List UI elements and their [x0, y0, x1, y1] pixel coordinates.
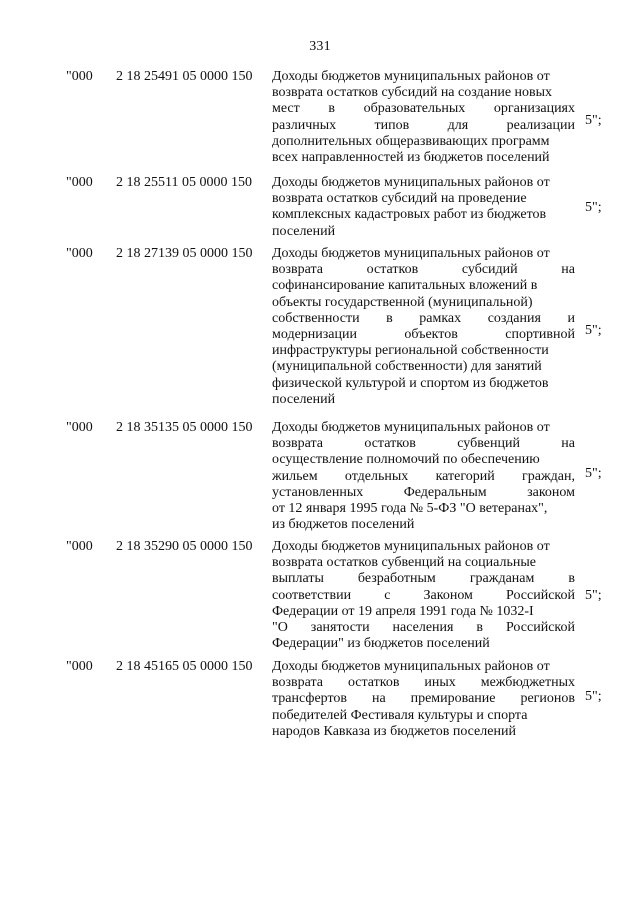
description-line: возврата остатков субсидий на: [272, 262, 575, 278]
description-line: жильем отдельных категорий граждан,: [272, 468, 575, 484]
description-line: Доходы бюджетов муниципальных районов от: [272, 420, 550, 435]
description-line: трансфертов на премирование регионов: [272, 691, 575, 707]
description-line: модернизации объектов спортивной: [272, 327, 575, 343]
description-line: (муниципальной собственности) для занятий: [272, 359, 542, 375]
entry-prefix: "000: [66, 175, 93, 190]
entry-description: [272, 420, 575, 533]
description-line: установленных Федеральным законом: [272, 484, 575, 500]
description-line: софинансирование капитальных вложений в: [272, 278, 538, 294]
budget-classification-code: 2 18 35290 05 0000 150: [116, 539, 253, 554]
description-line: комплексных кадастровых работ из бюджетов: [272, 207, 547, 223]
description-line: всех направленностей из бюджетов поселений: [272, 150, 550, 166]
entry-description: [272, 175, 575, 240]
description-line: различных типов для реализации: [272, 117, 575, 133]
description-line: Доходы бюджетов муниципальных районов от: [272, 175, 550, 190]
entry-prefix: "000: [66, 539, 93, 554]
description-line: мест в образовательных организациях: [272, 101, 575, 117]
description-line: "О занятости населения в Российской: [272, 620, 575, 636]
budget-classification-code: 2 18 25491 05 0000 150: [116, 69, 253, 84]
description-line: дополнительных общеразвивающих программ: [272, 133, 550, 149]
description-line: поселений: [272, 391, 336, 407]
entry-suffix: 5";: [585, 113, 602, 128]
description-line: осуществление полномочий по обеспечению: [272, 452, 540, 468]
description-line: Федерации от 19 апреля 1991 года № 1032-I: [272, 603, 534, 619]
entry-suffix: 5";: [585, 466, 602, 481]
description-line: победителей Фестиваля культуры и спорта: [272, 707, 528, 723]
entry-prefix: "000: [66, 659, 93, 674]
description-line: поселений: [272, 223, 336, 239]
entry-description: [272, 69, 575, 166]
entry-prefix: "000: [66, 246, 93, 261]
budget-classification-code: 2 18 25511 05 0000 150: [116, 175, 252, 190]
entry-description: [272, 246, 575, 408]
description-line: выплаты безработным гражданам в: [272, 571, 575, 587]
description-line: Доходы бюджетов муниципальных районов от: [272, 246, 550, 261]
description-line: возврата остатков субсидий на создание новых: [272, 85, 553, 101]
entry-suffix: 5";: [585, 689, 602, 704]
description-line: от 12 января 1995 года № 5-ФЗ "О ветеранах",: [272, 501, 548, 517]
description-line: собственности в рамках создания и: [272, 310, 575, 326]
description-line: возврата остатков субвенций на социальные: [272, 555, 536, 571]
description-line: физической культурой и спортом из бюджетов: [272, 375, 549, 391]
entry-suffix: 5";: [585, 200, 602, 215]
description-line: Доходы бюджетов муниципальных районов от: [272, 69, 550, 84]
entry-prefix: "000: [66, 69, 93, 84]
entry-description: [272, 539, 575, 652]
description-line: Доходы бюджетов муниципальных районов от: [272, 539, 550, 554]
budget-classification-code: 2 18 35135 05 0000 150: [116, 420, 253, 435]
description-line: из бюджетов поселений: [272, 517, 415, 533]
description-line: возврата остатков иных межбюджетных: [272, 675, 575, 691]
budget-classification-code: 2 18 45165 05 0000 150: [116, 659, 253, 674]
entry-prefix: "000: [66, 420, 93, 435]
page-number: 331: [309, 39, 331, 54]
description-line: инфраструктуры региональной собственности: [272, 343, 549, 359]
entry-description: [272, 659, 575, 740]
entry-suffix: 5";: [585, 323, 602, 338]
description-line: Доходы бюджетов муниципальных районов от: [272, 659, 550, 674]
description-line: Федерации" из бюджетов поселений: [272, 636, 490, 652]
budget-classification-code: 2 18 27139 05 0000 150: [116, 246, 253, 261]
description-line: народов Кавказа из бюджетов поселений: [272, 723, 516, 739]
description-line: возврата остатков субсидий на проведение: [272, 191, 527, 207]
description-line: возврата остатков субвенций на: [272, 436, 575, 452]
description-line: объекты государственной (муниципальной): [272, 294, 533, 310]
description-line: соответствии с Законом Российской: [272, 587, 575, 603]
entry-suffix: 5";: [585, 588, 602, 603]
